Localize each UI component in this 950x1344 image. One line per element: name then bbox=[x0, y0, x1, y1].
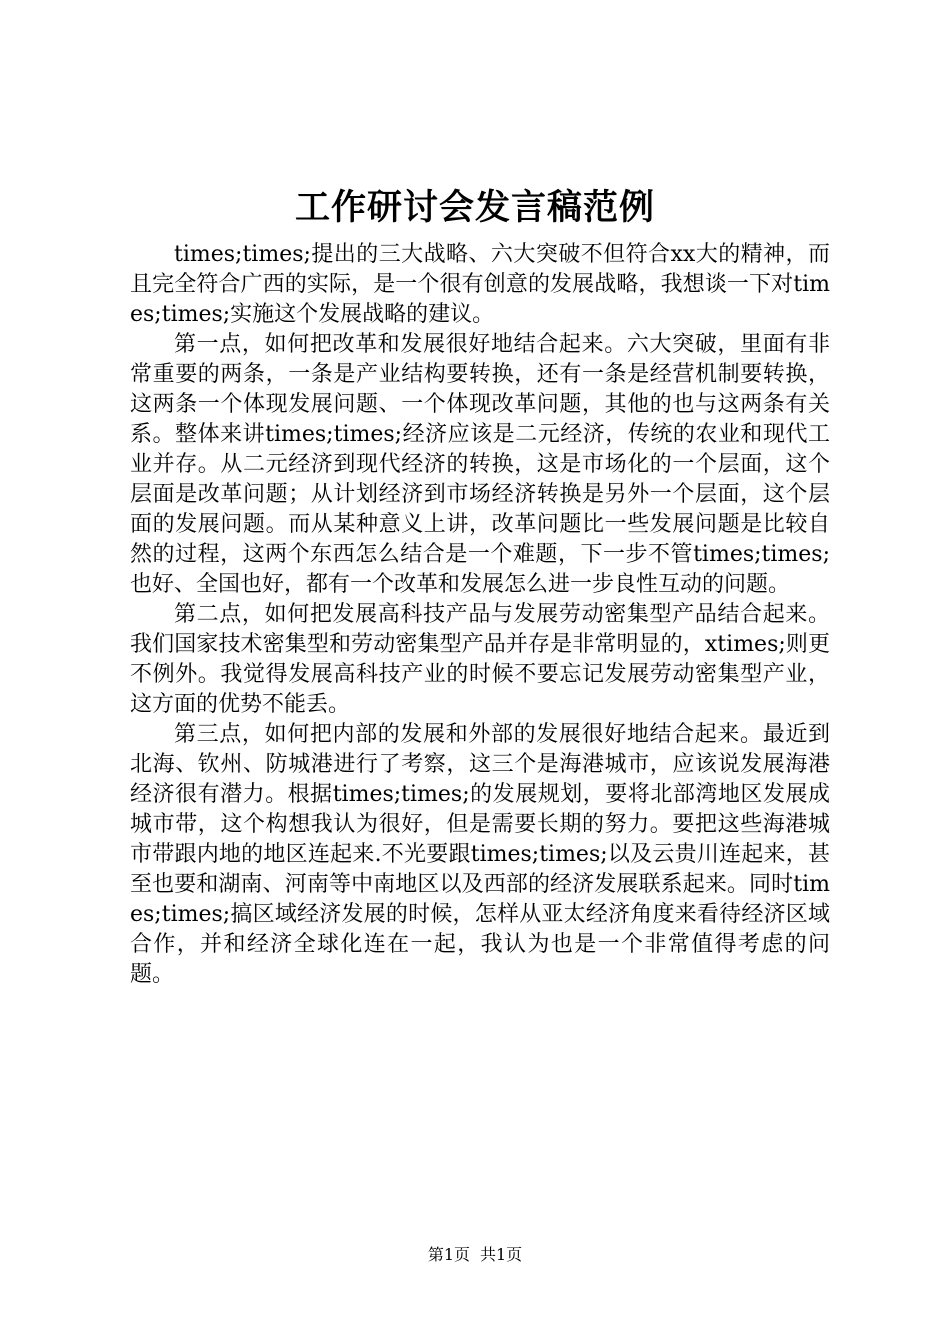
paragraph-point-three: 第三点，如何把内部的发展和外部的发展很好地结合起来。最近到北海、钦州、防城港进行了考察，这三个是海港城市，应该说发展海港经济很有潜力。根据times;times;的发展规划，要将北部湾地区发展成城市带，这个构想我认为很好，但是需要长期的努力。要把这些海港城市带跟内地的地区连起来.不光要跟times;times;以及云贵川连起来，甚至也要和湖南、河南等中南地区以及西部的经济发展联系起来。同时times;times;搞区域经济发展的时候，怎样从亚太经济角度来看待经济区域合作，并和经济全球化连在一起，我认为也是一个非常值得考虑的问题。 bbox=[130, 722, 830, 987]
paragraph-intro: times;times;提出的三大战略、六大突破不但符合xx大的精神，而且完全符合广西的实际，是一个很有创意的发展战略，我想谈一下对times;times;实施这个发展战略的建议。 bbox=[130, 242, 830, 327]
page-number-current: 第1页 bbox=[427, 1245, 470, 1264]
document-body bbox=[130, 240, 830, 990]
page-number-total: 共1页 bbox=[480, 1245, 523, 1264]
paragraph-point-one: 第一点，如何把改革和发展很好地结合起来。六大突破，里面有非常重要的两条，一条是产业结构要转换，还有一条是经营机制要转换，这两条一个体现发展问题、一个体现改革问题，其他的也与这两条有关系。整体来讲times;times;经济应该是二元经济，传统的农业和现代工业并存。从二元经济到现代经济的转换，这是市场化的一个层面，这个层面是改革问题；从计划经济到市场经济转换是另外一个层面，这个层面的发展问题。而从某种意义上讲，改革问题比一些发展问题是比较自然的过程，这两个东西怎么结合是一个难题，下一步不管times;times;也好、全国也好，都有一个改革和发展怎么进一步良性互动的问题。 bbox=[130, 332, 830, 597]
document-title: 工作研讨会发言稿范例 bbox=[294, 187, 655, 228]
page-footer bbox=[0, 1244, 950, 1266]
paragraph-point-two: 第二点，如何把发展高科技产品与发展劳动密集型产品结合起来。我们国家技术密集型和劳动密集型产品并存是非常明显的，xtimes;则更不例外。我觉得发展高科技产业的时候不要忘记发展劳动密集型产业，这方面的优势不能丢。 bbox=[130, 602, 830, 717]
